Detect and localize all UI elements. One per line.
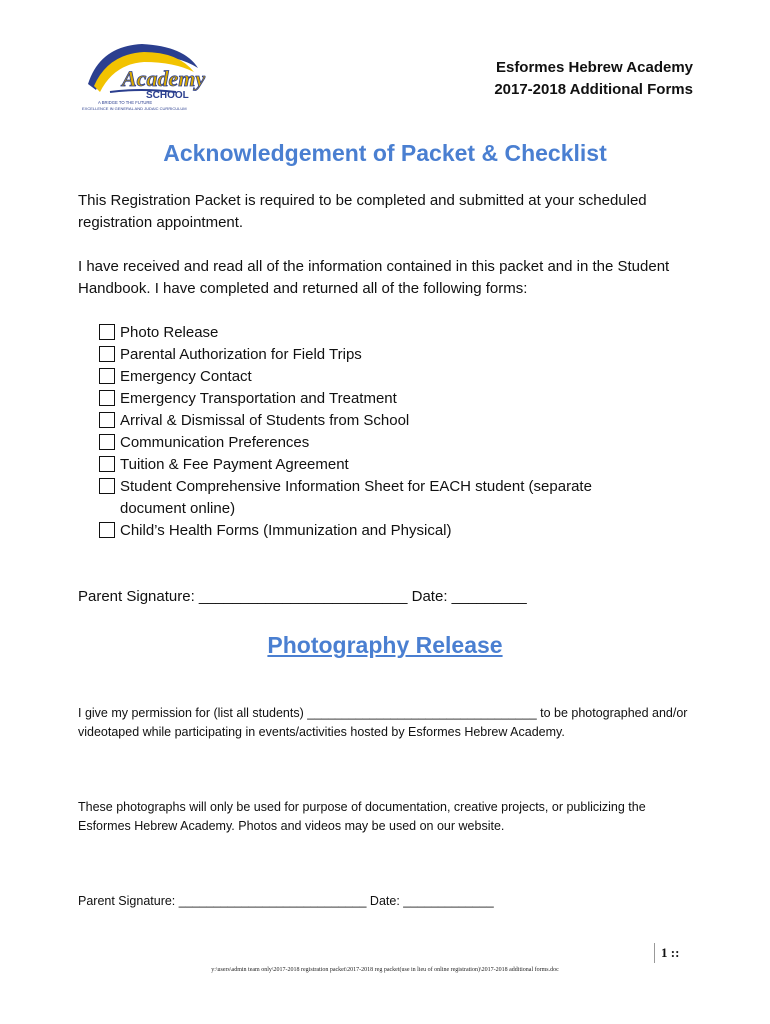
checklist-item <box>99 344 659 366</box>
checklist-item-label: Communication Preferences <box>120 434 310 451</box>
checklist-item <box>99 366 659 388</box>
checklist-item-label: Arrival & Dismissal of Students from School <box>120 412 410 429</box>
checkbox[interactable] <box>99 434 115 450</box>
permission-paragraph: I give my permission for (list all students) _________________________________ to be photographed and/or videotaped while participating in events/activities hosted by Esformes Hebrew Academy. <box>78 706 688 739</box>
page-number: 1 :: <box>654 943 679 963</box>
form-year-title: 2017-2018 Additional Forms <box>494 81 693 98</box>
checkbox[interactable] <box>99 368 115 384</box>
checklist-item-label: Photo Release <box>120 324 219 341</box>
photography-release-title: Photography Release <box>267 632 503 658</box>
checklist-item-label: Child’s Health Forms (Immunization and Physical) <box>120 522 452 539</box>
usage-paragraph: These photographs will only be used for purpose of documentation, creative projects, or publicizing the Esformes Hebrew Academy. Photos and videos may be used on our website. <box>78 800 646 833</box>
registration-paragraph: This Registration Packet is required to be completed and submitted at your scheduled registration appointment. <box>78 192 647 231</box>
logo-text-2: EXCELLENCE IN GENERAL AND JUDAIC CURRICULUM <box>82 106 187 111</box>
checklist-item <box>99 388 659 410</box>
logo-graphic-icon <box>88 44 205 101</box>
checkbox[interactable] <box>99 522 115 538</box>
svg-text:Academy: Academy <box>122 66 206 91</box>
checkbox[interactable] <box>99 390 115 406</box>
acknowledgement-title: Acknowledgement of Packet & Checklist <box>163 140 607 166</box>
checklist-item-label: Parental Authorization for Field Trips <box>120 346 362 363</box>
file-path-footer: y:\users\admin team only\2017-2018 registration packet\2017-2018 reg packet(use in lieu of online registration)\2017-2018 additional forms.doc <box>211 967 559 973</box>
checklist-item <box>99 520 659 542</box>
photo-signature-line[interactable]: Parent Signature: ___________________________ Date: _____________ <box>78 894 494 908</box>
checklist-item-label: Emergency Contact <box>120 368 252 385</box>
checklist-item-label: Tuition & Fee Payment Agreement <box>120 456 349 473</box>
forms-checklist <box>99 322 659 542</box>
school-logo <box>80 40 210 115</box>
checkbox[interactable] <box>99 346 115 362</box>
checkbox[interactable] <box>99 456 115 472</box>
school-name: Esformes Hebrew Academy <box>495 59 693 76</box>
checkbox[interactable] <box>99 324 115 340</box>
checklist-item <box>99 432 659 454</box>
parent-signature-line[interactable]: Parent Signature: _________________________ Date: _________ <box>78 588 527 605</box>
checklist-item-label: Student Comprehensive Information Sheet for EACH student (separate document online) <box>120 478 592 517</box>
logo-text-1: A BRIDGE TO THE FUTURE <box>98 100 153 105</box>
checklist-item <box>99 476 659 520</box>
received-paragraph: I have received and read all of the information contained in this packet and in the Student Handbook. I have completed and returned all of the following forms: <box>78 258 670 297</box>
page-header <box>494 57 693 101</box>
checklist-item <box>99 454 659 476</box>
checklist-item-label: Emergency Transportation and Treatment <box>120 390 397 407</box>
checkbox[interactable] <box>99 412 115 428</box>
checklist-item <box>99 410 659 432</box>
svg-text:SCHOOL: SCHOOL <box>146 90 189 101</box>
checklist-item <box>99 322 659 344</box>
checkbox[interactable] <box>99 478 115 494</box>
